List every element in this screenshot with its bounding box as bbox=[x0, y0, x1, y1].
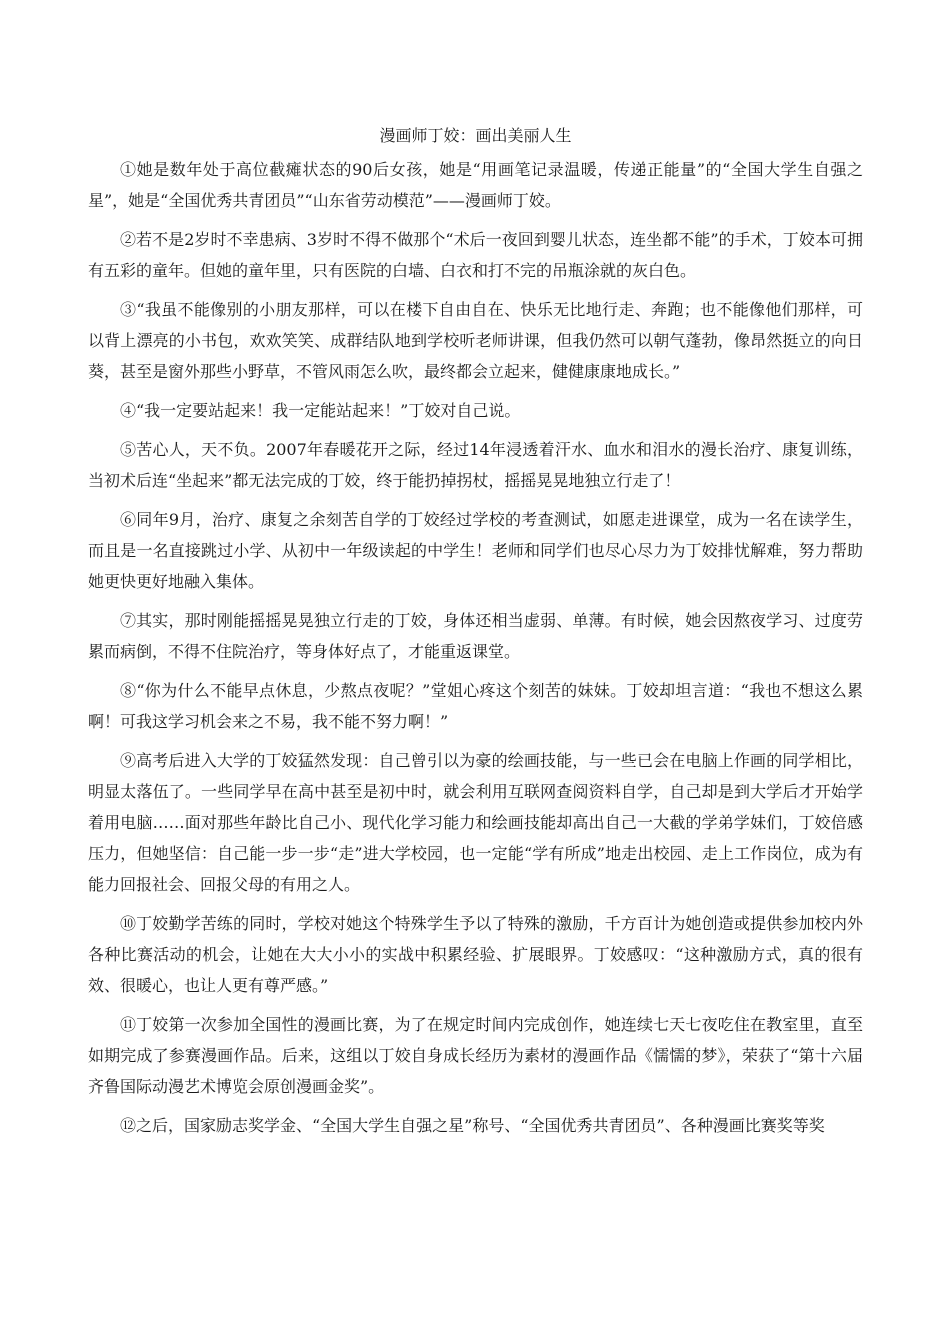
paragraph-2: ②若不是2岁时不幸患病、3岁时不得不做那个“术后一夜回到婴儿状态，连坐都不能”的手术，丁姣本可拥有五彩的童年。但她的童年里，只有医院的白墙、白衣和打不完的吊瓶涂就的灰白色。 bbox=[88, 230, 863, 280]
paragraph-8: ⑧“你为什么不能早点休息，少熬点夜呢？”堂姐心疼这个刻苦的妹妹。丁姣却坦言道：“我也不想这么累啊！可我这学习机会来之不易，我不能不努力啊！” bbox=[88, 681, 863, 731]
article-body bbox=[88, 120, 863, 1149]
paragraph-5: ⑤苦心人，天不负。2007年春暖花开之际，经过14年浸透着汗水、血水和泪水的漫长治疗、康复训练，当初术后连“坐起来”都无法完成的丁姣，终于能扔掉拐杖，摇摇晃晃地独立行走了！ bbox=[88, 440, 863, 490]
paragraph-6: ⑥同年9月，治疗、康复之余刻苦自学的丁姣经过学校的考查测试，如愿走进课堂，成为一名在读学生，而且是一名直接跳过小学、从初中一年级读起的中学生！老师和同学们也尽心尽力为丁姣排忧解难，努力帮助她更快更好地融入集体。 bbox=[88, 510, 863, 591]
paragraph-3: ③“我虽不能像别的小朋友那样，可以在楼下自由自在、快乐无比地行走、奔跑；也不能像他们那样，可以背上漂亮的小书包，欢欢笑笑、成群结队地到学校听老师讲课，但我仍然可以朝气蓬勃，像昂然挺立的向日葵，甚至是窗外那些小野草，不管风雨怎么吹，最终都会立起来，健健康康地成长。” bbox=[88, 300, 863, 381]
paragraph-9: ⑨高考后进入大学的丁姣猛然发现：自己曾引以为豪的绘画技能，与一些已会在电脑上作画的同学相比，明显太落伍了。一些同学早在高中甚至是初中时，就会利用互联网查阅资料自学，自己却是到大学后才开始学着用电脑……面对那些年龄比自己小、现代化学习能力和绘画技能却高出自己一大截的学弟学妹们，丁姣倍感压力，但她坚信：自己能一步一步“走”进大学校园，也一定能“学有所成”地走出校园、走上工作岗位，成为有能力回报社会、回报父母的有用之人。 bbox=[88, 751, 863, 894]
paragraph-7: ⑦其实，那时刚能摇摇晃晃独立行走的丁姣，身体还相当虚弱、单薄。有时候，她会因熬夜学习、过度劳累而病倒，不得不住院治疗，等身体好点了，才能重返课堂。 bbox=[88, 611, 863, 661]
paragraph-12: ⑫之后，国家励志奖学金、“全国大学生自强之星”称号、“全国优秀共青团员”、各种漫画比赛奖等奖 bbox=[120, 1116, 825, 1135]
paragraph-1: ①她是数年处于高位截瘫状态的90后女孩，她是“用画笔记录温暖，传递正能量”的“全国大学生自强之星”，她是“全国优秀共青团员”“山东省劳动模范”——漫画师丁姣。 bbox=[88, 160, 863, 210]
paragraph-4: ④“我一定要站起来！我一定能站起来！”丁姣对自己说。 bbox=[120, 401, 521, 420]
article-title: 漫画师丁姣：画出美丽人生 bbox=[379, 126, 572, 145]
paragraph-10: ⑩丁姣勤学苦练的同时，学校对她这个特殊学生予以了特殊的激励，千方百计为她创造或提供参加校内外各种比赛活动的机会，让她在大大小小的实战中积累经验、扩展眼界。丁姣感叹：“这种激励方式，真的很有效、很暖心，也让人更有尊严感。” bbox=[88, 914, 863, 995]
paragraph-11: ⑪丁姣第一次参加全国性的漫画比赛，为了在规定时间内完成创作，她连续七天七夜吃住在教室里，直至如期完成了参赛漫画作品。后来，这组以丁姣自身成长经历为素材的漫画作品《懦懦的梦》，荣获了“第十六届齐鲁国际动漫艺术博览会原创漫画金奖”。 bbox=[88, 1015, 863, 1096]
